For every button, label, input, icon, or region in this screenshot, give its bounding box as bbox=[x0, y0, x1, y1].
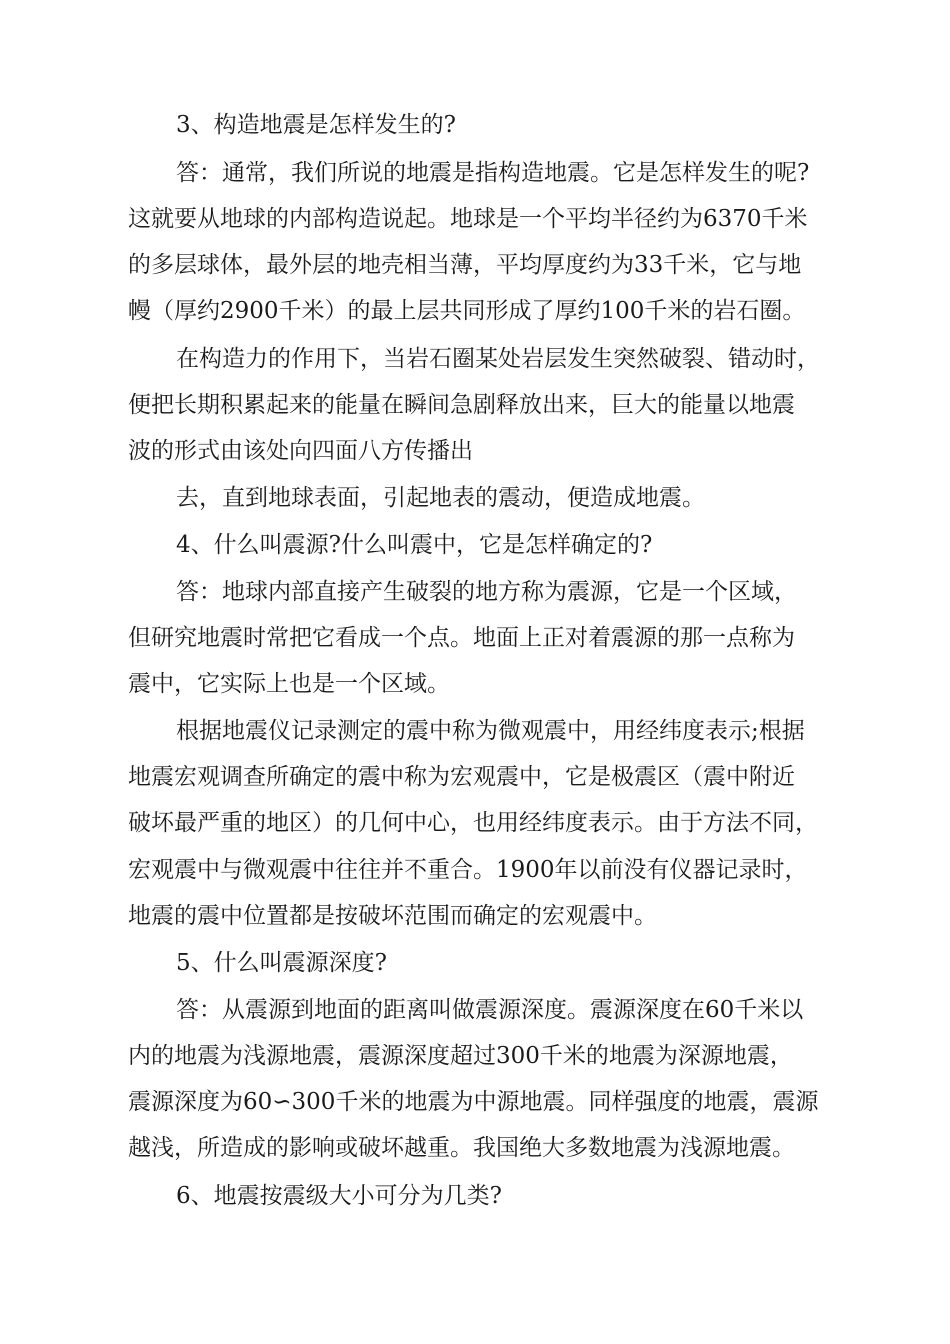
answer-5-line-4: 越浅，所造成的影响或破坏越重。我国绝大多数地震为浅源地震。 bbox=[128, 1135, 795, 1161]
answer-3-paragraph-3-line-1: 去，直到地球表面，引起地表的震动，便造成地震。 bbox=[176, 485, 705, 511]
answer-3-line-4: 幔（厚约2900千米）的最上层共同形成了厚约100千米的岩石圈。 bbox=[128, 298, 806, 324]
answer-4-paragraph-2-line-2: 地震宏观调查所确定的震中称为宏观震中，它是极震区（震中附近 bbox=[128, 764, 795, 790]
question-6-heading: 6、地震按震级大小可分为几类? bbox=[176, 1183, 502, 1209]
question-5-heading: 5、什么叫震源深度? bbox=[176, 950, 387, 976]
answer-3-paragraph-2-line-2: 便把长期积累起来的能量在瞬间急剧释放出来，巨大的能量以地震 bbox=[128, 392, 795, 418]
answer-4-line-3: 震中，它实际上也是一个区域。 bbox=[128, 671, 450, 697]
answer-5-line-2: 内的地震为浅源地震，震源深度超过300千米的地震为深源地震， bbox=[128, 1043, 793, 1069]
answer-3-line-2: 这就要从地球的内部构造说起。地球是一个平均半径约为6370千米 bbox=[128, 206, 808, 232]
answer-4-line-1: 答：地球内部直接产生破裂的地方称为震源，它是一个区域， bbox=[176, 579, 797, 605]
answer-4-paragraph-2-line-1: 根据地震仪记录测定的震中称为微观震中，用经纬度表示;根据 bbox=[176, 718, 805, 744]
answer-4-line-2: 但研究地震时常把它看成一个点。地面上正对着震源的那一点称为 bbox=[128, 625, 795, 651]
answer-5-line-3: 震源深度为60∽300千米的地震为中源地震。同样强度的地震，震源 bbox=[128, 1089, 819, 1115]
answer-4-paragraph-2-line-5: 地震的震中位置都是按破坏范围而确定的宏观震中。 bbox=[128, 903, 657, 929]
answer-3-paragraph-2-line-1: 在构造力的作用下，当岩石圈某处岩层发生突然破裂、错动时， bbox=[176, 346, 820, 372]
answer-3-line-3: 的多层球体，最外层的地壳相当薄，平均厚度约为33千米，它与地 bbox=[128, 252, 802, 278]
question-3-heading: 3、构造地震是怎样发生的? bbox=[176, 112, 456, 138]
answer-4-paragraph-2-line-3: 破坏最严重的地区）的几何中心，也用经纬度表示。由于方法不同， bbox=[128, 810, 818, 836]
answer-3-paragraph-2-line-3: 波的形式由该处向四面八方传播出 bbox=[128, 438, 473, 464]
answer-4-paragraph-2-line-4: 宏观震中与微观震中往往并不重合。1900年以前没有仪器记录时， bbox=[128, 857, 808, 883]
answer-5-line-1: 答：从震源到地面的距离叫做震源深度。震源深度在60千米以 bbox=[176, 997, 804, 1023]
question-4-heading: 4、什么叫震源?什么叫震中，它是怎样确定的? bbox=[176, 532, 653, 558]
answer-3-line-1: 答：通常，我们所说的地震是指构造地震。它是怎样发生的呢? bbox=[176, 160, 810, 186]
